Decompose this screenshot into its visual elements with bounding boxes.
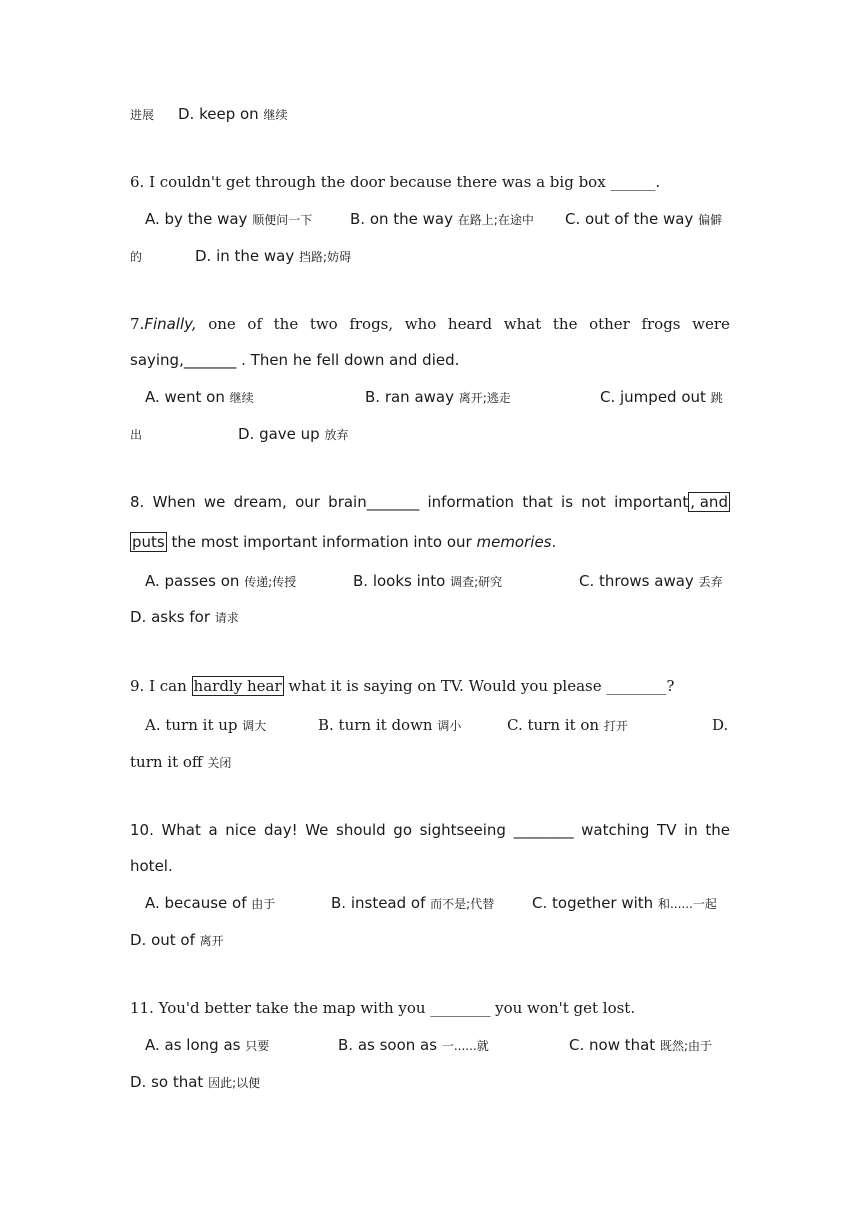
q8-option-c-cn: 丢弃 (698, 575, 723, 589)
q11-option-b (338, 1035, 489, 1056)
q8-important-word: important (614, 493, 689, 511)
q10-word: day! (264, 821, 298, 839)
q9-option-a-text: A. turn it up (145, 716, 238, 734)
q7-word: frogs (641, 315, 681, 333)
q10-option-d-text: D. out of (130, 931, 195, 949)
q8-word: is (561, 493, 574, 511)
q5-continuation (130, 104, 730, 125)
q11-option-d-cn: 因此;以便 (208, 1076, 261, 1090)
q7-option-b-cn: 离开;逃走 (458, 391, 511, 405)
q8-word: dream, (233, 493, 287, 511)
q6-option-b-text: B. on the way (350, 210, 454, 228)
q11-option-d (130, 1072, 260, 1093)
q9-options-row2 (130, 752, 730, 773)
q9-option-a-cn: 调大 (242, 719, 267, 733)
q7-option-a (145, 387, 254, 408)
q8-option-a-cn: 传递;传授 (244, 575, 297, 589)
q8-option-b-text: B. looks into (353, 572, 446, 590)
q9-option-c-cn: 打开 (603, 719, 628, 733)
q8-option-d-cn: 请求 (214, 611, 239, 625)
q8-option-c-text: C. throws away (579, 572, 694, 590)
q7-option-c (600, 387, 723, 408)
q8-period: . (551, 533, 557, 551)
q9-option-b-text: B. turn it down (318, 716, 433, 734)
q7-word: the (273, 315, 299, 333)
q7-finally: Finally, (144, 315, 197, 333)
q9-stem-pre: 9. I can (130, 677, 192, 695)
q11-option-a-text: A. as long as (145, 1036, 241, 1054)
q9-option-b (318, 715, 461, 736)
q7-stem-line1 (130, 314, 730, 334)
q7-option-c-cn-tail: 出 (130, 428, 143, 442)
q8-word: brain_______ (328, 493, 420, 511)
q7-word: the (552, 315, 578, 333)
q11-option-c-text: C. now that (569, 1036, 656, 1054)
q10-word: go (393, 821, 412, 839)
q10-word: ________ (513, 821, 574, 839)
q7-option-d-cn: 放弃 (324, 428, 349, 442)
q7-word: who (404, 315, 437, 333)
q7-option-a-cn: 继续 (229, 391, 254, 405)
q10-option-b (331, 893, 494, 914)
q8-option-d (130, 607, 239, 628)
q9-option-d-cn: 关闭 (207, 756, 232, 770)
q6-option-a-cn: 顺便问一下 (252, 213, 313, 227)
q10-option-c-text: C. together with (532, 894, 654, 912)
q8-option-a (145, 571, 296, 592)
q6-option-b-cn: 在路上;在途中 (457, 213, 534, 227)
q10-option-d (130, 930, 224, 951)
q8-option-b (353, 571, 502, 592)
q9-stem-post: what it is saying on TV. Would you please ________? (283, 677, 675, 695)
q7-word: of (247, 315, 263, 333)
q7-word: what (503, 315, 542, 333)
q10-word: nice (225, 821, 257, 839)
q8-stem-line2 (130, 532, 730, 552)
q6-option-c-text: C. out of the way (565, 210, 694, 228)
q8-option-a-text: A. passes on (145, 572, 240, 590)
q7-option-c-text: C. jumped out (600, 388, 706, 406)
q10-stem-line2: hotel. (130, 857, 173, 875)
q10-option-a (145, 893, 275, 914)
q6-option-a-text: A. by the way (145, 210, 248, 228)
q10-option-b-cn: 而不是;代替 (430, 897, 495, 911)
q9-option-c (507, 715, 628, 736)
q10-word: a (208, 821, 218, 839)
q10-word: 10. (130, 821, 154, 839)
q8-word: information (427, 493, 515, 511)
q6-options-row2 (130, 246, 730, 267)
q8-word: we (203, 493, 226, 511)
q10-word: TV (657, 821, 677, 839)
q6-option-b (350, 209, 534, 230)
q9-option-d-label: D. (712, 716, 729, 734)
q5-c-cn-tail: 进展 (130, 108, 155, 122)
q9-option-a (145, 715, 266, 736)
q7-options-row2 (130, 424, 730, 445)
q8-word: not (581, 493, 606, 511)
q9-option-b-cn: 调小 (437, 719, 462, 733)
q8-stem-line1 (130, 492, 730, 512)
q8-puts-highlight-box: puts (132, 533, 165, 551)
q10-option-d-cn: 离开 (199, 934, 224, 948)
q7-word: one (208, 315, 236, 333)
q8-word: When (152, 493, 196, 511)
q7-option-a-text: A. went on (145, 388, 225, 406)
q8-option-c (579, 571, 723, 592)
q7-option-b-text: B. ran away (365, 388, 454, 406)
q10-option-a-cn: 由于 (251, 897, 276, 911)
q7-word: two (309, 315, 338, 333)
q7-option-c-cn: 跳 (710, 391, 723, 405)
q10-word: sightseeing (419, 821, 506, 839)
q8-word: our (295, 493, 320, 511)
q10-word: in (684, 821, 698, 839)
q11-option-c (569, 1035, 712, 1056)
q6-option-c-cn: 偏僻 (698, 213, 723, 227)
q9-option-c-text: C. turn it on (507, 716, 600, 734)
q10-option-c-cn: 和......一起 (657, 897, 717, 911)
q5-option-d-cn: 继续 (263, 108, 288, 122)
q7-number-finally (130, 314, 197, 334)
q11-option-b-text: B. as soon as (338, 1036, 438, 1054)
q11-option-d-text: D. so that (130, 1073, 204, 1091)
q10-word: watching (581, 821, 650, 839)
q7-word: were (692, 315, 730, 333)
q11-option-a-cn: 只要 (245, 1039, 270, 1053)
q6-option-d (195, 246, 351, 267)
q6-option-d-cn: 挡路;妨碍 (299, 250, 352, 264)
q9-hardly-hear-box: hardly hear (193, 677, 282, 695)
q5-option-d-text: D. keep on (178, 105, 259, 123)
q10-word: We (305, 821, 329, 839)
q6-option-c-cn-tail: 的 (130, 250, 143, 264)
q8-stem-text: the most important information into our (166, 533, 477, 551)
q5-option-d (178, 104, 287, 125)
q7-word: other (589, 315, 630, 333)
q11-option-b-cn: 一......就 (441, 1039, 489, 1053)
q7-word: frogs, (349, 315, 394, 333)
q8-important-and (614, 492, 730, 512)
q7-option-d-text: D. gave up (238, 425, 320, 443)
q10-word: should (336, 821, 386, 839)
q10-option-a-text: A. because of (145, 894, 247, 912)
q10-stem-line1 (130, 820, 730, 840)
q6-option-a (145, 209, 312, 230)
q7-number: 7. (130, 315, 145, 333)
q8-memories-word: memories (476, 533, 552, 551)
q8-word: that (522, 493, 553, 511)
q6-stem: 6. I couldn't get through the door because there was a big box ______. (130, 173, 661, 191)
q11-option-c-cn: 既然;由于 (659, 1039, 713, 1053)
q8-and-highlight-box: , and (690, 493, 728, 511)
q11-stem: 11. You'd better take the map with you ________ you won't get lost. (130, 999, 636, 1017)
q7-option-b (365, 387, 511, 408)
q8-word: 8. (130, 493, 145, 511)
q10-option-c (532, 893, 717, 914)
q9-option-d-text: turn it off (130, 753, 203, 771)
q10-word: the (705, 821, 730, 839)
q8-option-d-text: D. asks for (130, 608, 210, 626)
q7-option-d (238, 424, 349, 445)
q8-option-b-cn: 调查;研究 (450, 575, 503, 589)
q7-word: heard (447, 315, 493, 333)
q10-option-b-text: B. instead of (331, 894, 426, 912)
q11-option-a (145, 1035, 269, 1056)
q9-stem (130, 676, 730, 696)
q6-option-c (565, 209, 722, 230)
q6-option-d-text: D. in the way (195, 247, 295, 265)
q7-stem-line2: saying,_______ . Then he fell down and died. (130, 351, 460, 369)
q10-word: What (161, 821, 201, 839)
